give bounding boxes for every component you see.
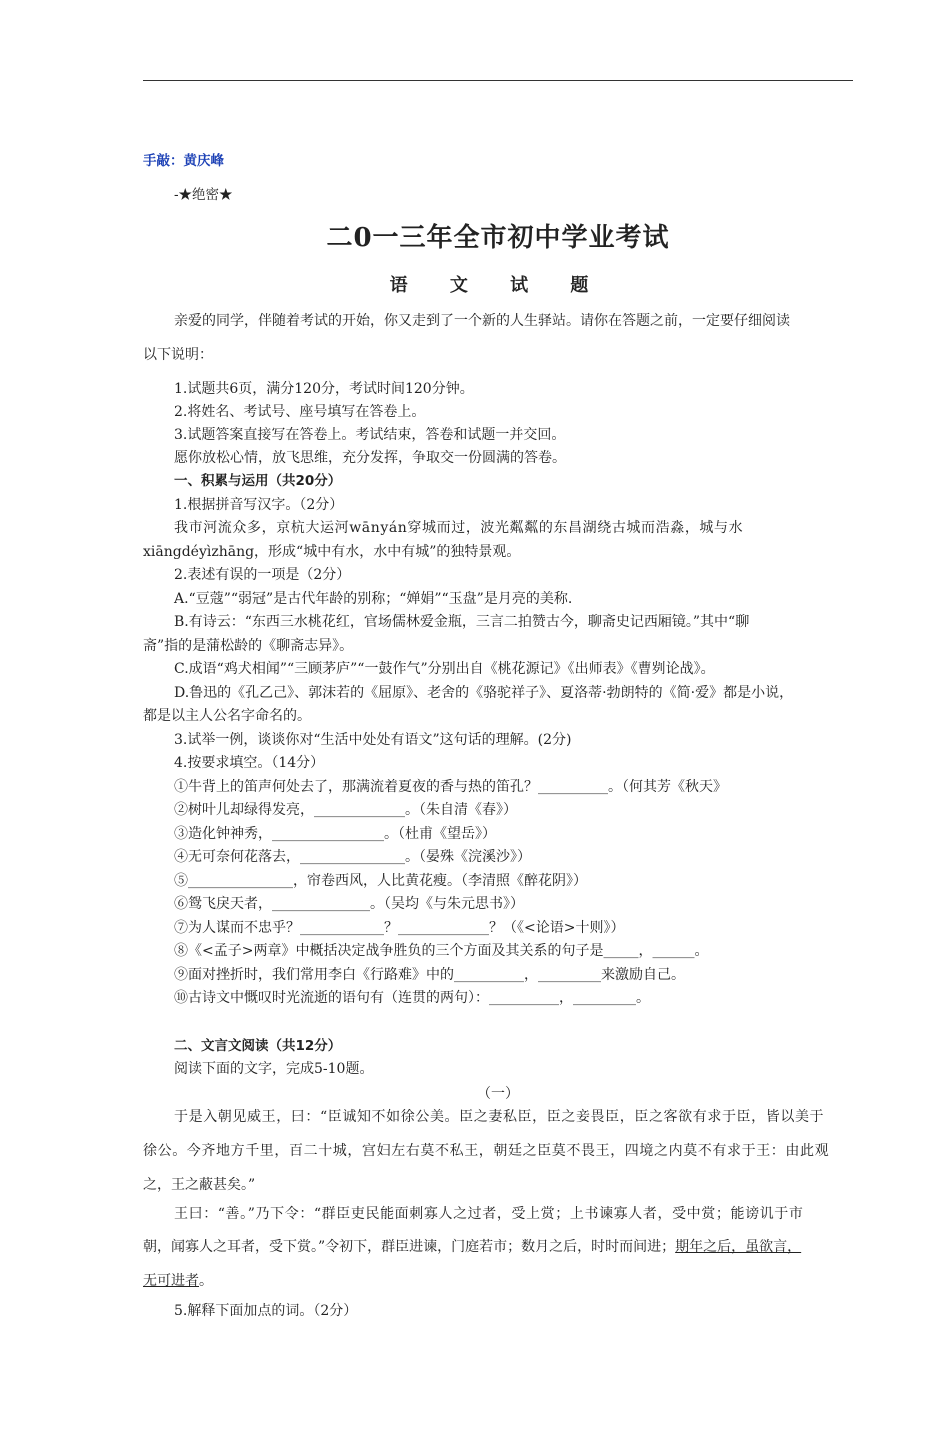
passage-line-3: 之，王之蔽甚矣。”	[143, 1177, 256, 1193]
q2-option-a: A.“豆蔻”“弱冠”是古代年龄的别称；“婵娟”“玉盘”是月亮的美称.	[174, 591, 573, 607]
passage-line-4: 王曰：“善。”乃下令：“群臣吏民能面刺寡人之过者，受上赏；上书谏寡人者，受中赏；能谤讥于市	[174, 1206, 804, 1222]
page-subtitle: 语 文 试 题	[389, 275, 607, 296]
rule-4: 愿你放松心情，放飞思维，充分发挥，争取交一份圆满的答卷。	[174, 450, 566, 466]
q4-item-4: ④无可奈何花落去，_______________。（晏殊《浣溪沙》）	[174, 849, 531, 865]
passage-line-6: 无可进者。	[143, 1273, 213, 1289]
q2-option-c: C.成语“鸡犬相闻”“三顾茅庐”“一鼓作气”分别出自《桃花源记》《出师表》《曹刿论战》。	[174, 661, 715, 677]
typist-credit: 手敲：黄庆峰	[143, 153, 224, 169]
rule-2: 2.将姓名、考试号、座号填写在答卷上。	[174, 404, 426, 420]
section-1-heading: 一、积累与运用（共20分）	[174, 473, 342, 489]
q4: 4.按要求填空。（14分）	[174, 755, 325, 771]
secret-mark: -★绝密★	[174, 187, 233, 203]
section-2-heading: 二、文言文阅读（共12分）	[174, 1038, 342, 1054]
q2: 2.表述有误的一项是（2分）	[174, 567, 351, 583]
page-title: 二0一三年全市初中学业考试	[326, 223, 670, 253]
q2-option-b: B.有诗云：“东西三水桃花红，官场儒林爱金瓶，三言二拍赞古今，聊斋史记西厢镜。”其中“聊	[174, 614, 750, 630]
q4-item-7: ⑦为人谋而不忠乎？____________？_____________？（《<论语>十则》）	[174, 920, 625, 936]
q4-item-6: ⑥鸳飞戾天者，______________。（吴均《与朱元思书》）	[174, 896, 524, 912]
q2-option-d: D.鲁迅的《孔乙己》、郭沫若的《屈原》、老舍的《骆驼祥子》、夏洛蒂·勃朗特的《简·爱》都是小说，	[174, 685, 794, 701]
q4-item-3: ③造化钟神秀，________________。（杜甫《望岳》）	[174, 826, 496, 842]
intro-line-2: 以下说明：	[143, 347, 213, 363]
rule-1: 1.试题共6页，满分120分，考试时间120分钟。	[174, 381, 474, 397]
passage-line-5: 朝，闻寡人之耳者，受下赏。”令初下，群臣进谏，门庭若市；数月之后，时时而间进；期年之后，虽欲言，	[143, 1239, 802, 1255]
q1-text-2: xiāngdéyìzhāng，形成“城中有水，水中有城”的独特景观。	[143, 544, 521, 560]
q4-item-5: ⑤_______________，帘卷西风，人比黄花瘦。（李清照《醉花阴》）	[174, 873, 587, 889]
q4-item-2: ②树叶儿却绿得发亮，_____________。（朱自清《春》）	[174, 802, 517, 818]
passage-line-2: 徐公。今齐地方千里，百二十城，宫妇左右莫不私王，朝廷之臣莫不畏王，四境之内莫不有求于王：由此观	[143, 1143, 830, 1159]
q2-option-b-cont: 斋”指的是蒲松龄的《聊斋志异》。	[143, 638, 354, 654]
q1: 1.根据拼音写汉字。（2分）	[174, 497, 344, 513]
q5: 5.解释下面加点的词。（2分）	[174, 1303, 358, 1319]
q2-option-d-cont: 都是以主人公名字命名的。	[143, 708, 311, 724]
q4-item-1: ①牛背上的笛声何处去了，那满流着夏夜的香与热的笛孔？__________。（何其芳《秋天》	[174, 779, 727, 795]
header-rule	[143, 80, 853, 81]
intro-line-1: 亲爱的同学，伴随着考试的开始，你又走到了一个新的人生驿站。请你在答题之前，一定要仔细阅读	[174, 313, 790, 329]
q4-item-8: ⑧《<孟子>两章》中概括决定战争胜负的三个方面及其关系的句子是_____，______。	[174, 943, 709, 959]
passage-part-label: （一）	[477, 1086, 519, 1102]
q4-item-10: ⑩古诗文中慨叹时光流逝的语句有（连贯的两句）：__________，_________。	[174, 990, 650, 1006]
q3: 3.试举一例，谈谈你对“生活中处处有语文”这句话的理解。(2分)	[174, 732, 572, 748]
q1-text-1: 我市河流众多，京杭大运河wānyán穿城而过，波光粼粼的东昌湖绕古城而浩淼，城与水	[174, 520, 744, 536]
rule-3: 3.试题答案直接写在答卷上。考试结束，答卷和试题一并交回。	[174, 427, 566, 443]
section-2-instruction: 阅读下面的文字，完成5-10题。	[174, 1061, 374, 1077]
q4-item-9: ⑨面对挫折时，我们常用李白《行路难》中的__________，_________来激励自己。	[174, 967, 685, 983]
passage-line-1: 于是入朝见威王，曰：“臣诚知不如徐公美。臣之妻私臣，臣之妾畏臣，臣之客欲有求于臣，皆以美于	[174, 1109, 825, 1125]
